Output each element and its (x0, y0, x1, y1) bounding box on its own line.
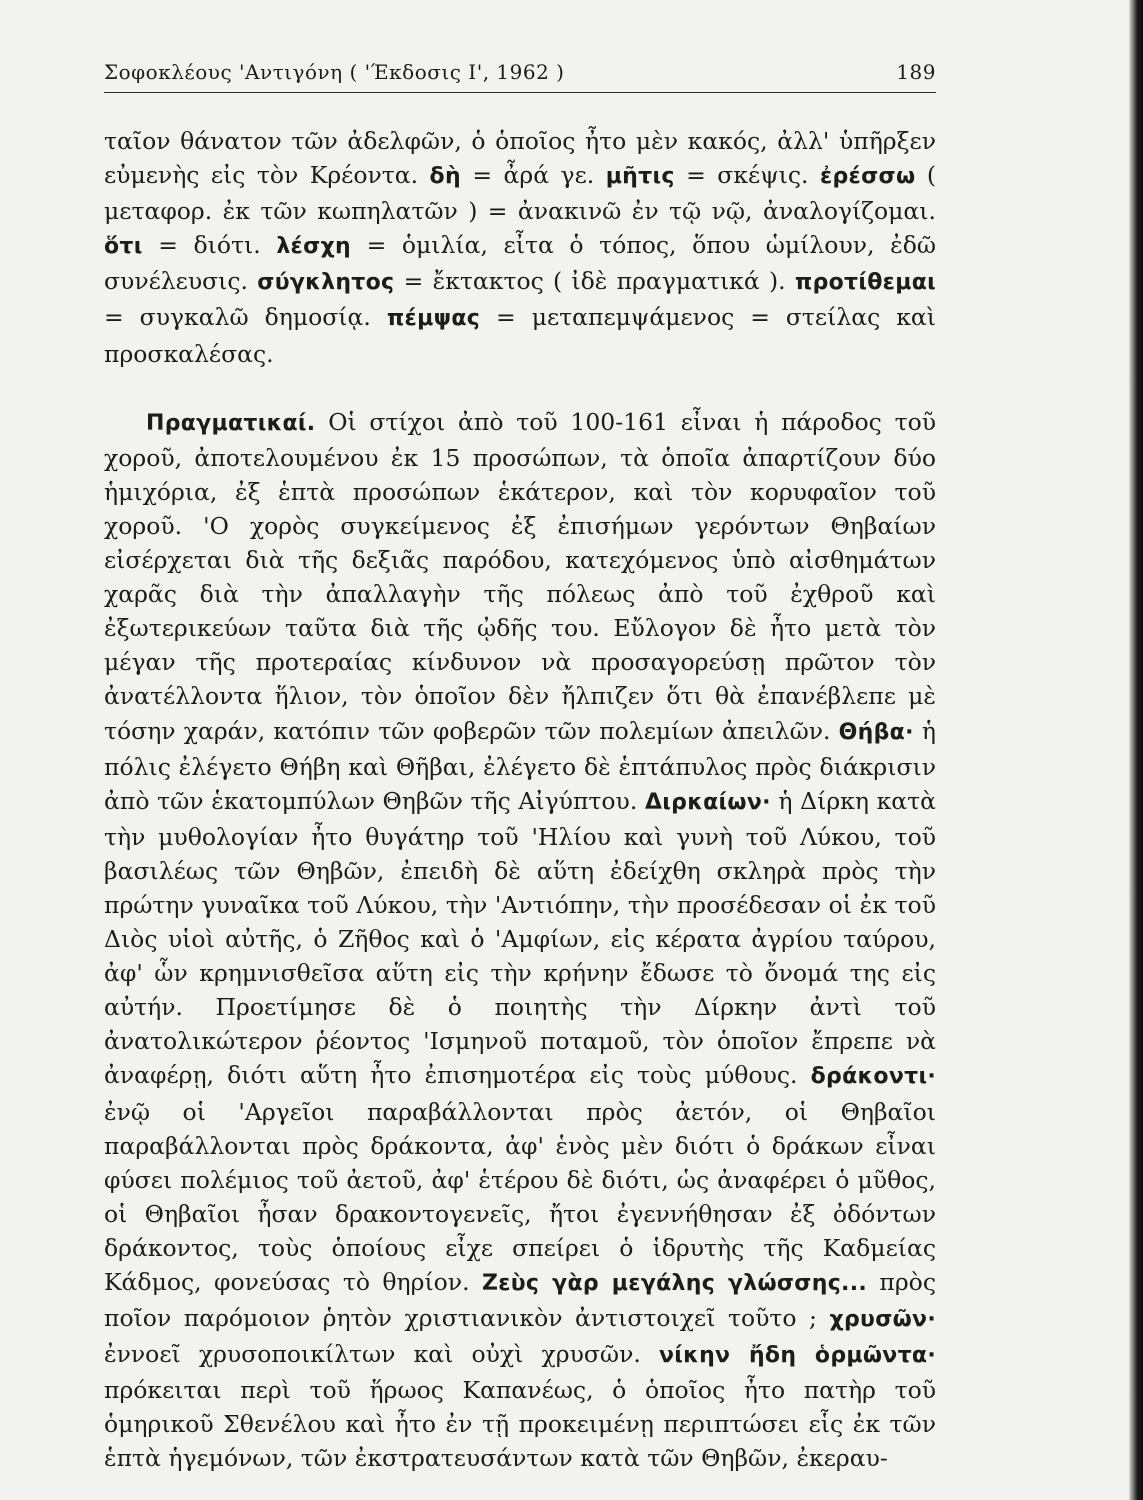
text-run: = ἆρά γε. (460, 161, 606, 190)
text-run: ἐννοεῖ χρυσοποικίλτων καὶ οὐχὶ χρυσῶν. (104, 1340, 659, 1369)
text-run: ( μεταφορ. ἐκ τῶν κωπηλατῶν ) = ἀνακινῶ ἐν τῷ νῷ, ἀναλογίζομαι. (104, 161, 936, 226)
text-run: = συγκαλῶ δημοσίᾳ. (104, 303, 387, 332)
text-run: = διότι. (142, 231, 277, 260)
lemma-term: λέσχη (276, 234, 351, 260)
text-run: = σκέψις. (674, 161, 820, 190)
lemma-term: ὅτι (104, 234, 143, 260)
page-number: 189 (896, 60, 936, 84)
lemma-term: προτίθεμαι (794, 270, 937, 296)
text-run: ἡ πόλις ἐλέγετο Θήβη καὶ Θῆβαι, ἐλέγετο δὲ ἑπτάπυλος πρὸς διάκρισιν ἀπὸ τῶν ἑκατομπύλων Θηβῶν τῆς Αἰγύπτου. (104, 716, 936, 815)
lemma-term: Ζεὺς γὰρ μεγάλης γλώσσης... (481, 1271, 868, 1296)
page-body (104, 124, 936, 1476)
section-heading: Πραγματικαί. (146, 410, 316, 436)
page-edge-shadow (1129, 0, 1143, 1500)
text-run: πρὸς ποῖον παρόμοιον ῥητὸν χριστιανικὸν ἀντιστοιχεῖ τοῦτο ; (104, 1268, 936, 1333)
running-header (104, 60, 936, 93)
lemma-term: δὴ (429, 164, 461, 190)
text-run: = μεταπεμψάμενος = στείλας καὶ προσκαλέσας. (104, 303, 936, 368)
paragraph-pragmatikai (104, 405, 936, 1476)
text-run: πρόκειται περὶ τοῦ ἥρωος Καπανέως, ὁ ὁποῖος ἦτο πατὴρ τοῦ ὁμηρικοῦ Σθενέλου καὶ ἦτο ἐν τῇ προκειμένῃ περιπτώσει εἷς ἐκ τῶν ἑπτὰ ἡγεμόνων, τῶν ἐκστρατευσάντων κατὰ τῶν Θηβῶν, ἐκεραυ- (104, 1376, 936, 1473)
lemma-term: νίκην ἤδη ὁρμῶντα· (658, 1343, 936, 1369)
lemma-term: χρυσῶν· (829, 1307, 936, 1333)
lemma-term: Διρκαίων· (644, 789, 771, 815)
lemma-term: δράκοντι· (810, 1064, 936, 1090)
text-run: Οἱ στίχοι ἀπὸ τοῦ 100-161 εἶναι ἡ πάροδος τοῦ χοροῦ, ἀποτελουμένου ἐκ 15 προσώπων, τὰ ὁποῖα ἀπαρτίζουν δύο ἡμιχόρια, ἐξ ἑπτὰ προσώπων ἑκάτερον, καὶ τὸν κορυφαῖον τοῦ χοροῦ. 'Ο χορὸς συγκείμενος ἐξ ἐπισήμων γερόντων Θηβαίων εἰσέρχεται διὰ τῆς δεξιᾶς παρόδου, κατεχόμενος ὑπὸ αἰσθημάτων χαρᾶς διὰ τὴν ἀπαλλαγὴν τῆς πόλεως ἀπὸ τοῦ ἐχθροῦ καὶ ἐξωτερικεύων ταῦτα διὰ τῆς ᾠδῆς του. Εὔλογον δὲ ἦτο μετὰ τὸν μέγαν τῆς προτεραίας κίνδυνον νὰ προσαγορεύσῃ πρῶτον τὸν ἀνατέλλοντα ἥλιον, τὸν ὁποῖον δὲν ἤλπιζεν ὅτι θὰ ἐπανέβλεπε μὲ τόσην χαράν, κατόπιν τῶν φοβερῶν τῶν πολεμίων ἀπειλῶν. (104, 407, 936, 745)
lemma-term: μῆτις (605, 164, 675, 190)
text-run: = ὁμιλία, εἶτα ὁ τόπος, ὅπου ὡμίλουν, ἐδῶ συνέλευσις. (104, 231, 937, 296)
lemma-term: σύγκλητος (257, 270, 395, 296)
text-run: ἐνῷ οἱ 'Αργεῖοι παραβάλλονται πρὸς ἀετόν, οἱ Θηβαῖοι παραβάλλονται πρὸς δράκοντα, ἀφ' ἑνὸς μὲν διότι ὁ δράκων εἶναι φύσει πολέμιος τοῦ ἀετοῦ, ἀφ' ἑτέρου δὲ διότι, ὡς ἀναφέρει ὁ μῦθος, οἱ Θηβαῖοι ἦσαν δρακοντογενεῖς, ἤτοι ἐγεννήθησαν ἐξ ὀδόντων δράκοντος, τοὺς ὁποίους εἶχε σπείρει ὁ ἱδρυτὴς τῆς Καδμείας Κάδμος, φονεύσας τὸ θηρίον. (104, 1097, 936, 1296)
lemma-term: πέμψας (386, 306, 481, 332)
text-run: ταῖον θάνατον τῶν ἀδελφῶν, ὁ ὁποῖος ἦτο μὲν κακός, ἀλλ' ὑπῆρξεν εὐμενὴς εἰς τὸν Κρέοντα. (104, 127, 936, 190)
running-title: Σοφοκλέους 'Αντιγόνη ( 'Έκδοσις Ι', 1962 ) (104, 60, 565, 84)
lemma-term: ἐρέσσω (819, 164, 916, 190)
text-run: ἡ Δίρκη κατὰ τὴν μυθολογίαν ἦτο θυγάτηρ τοῦ 'Ηλίου καὶ γυνὴ τοῦ Λύκου, τοῦ βασιλέως τῶν Θηβῶν, ἐπειδὴ δὲ αὕτη ἐδείχθη σκληρὰ πρὸς τὴν πρώτην γυναῖκα τοῦ Λύκου, τὴν 'Αντιόπην, τὴν προσέδεσαν οἱ ἐκ τοῦ Διὸς υἱοὶ αὐτῆς, ὁ Ζῆθος καὶ ὁ 'Αμφίων, εἰς κέρατα ἀγρίου ταύρου, ἀφ' ὧν κρημνισθεῖσα αὕτη εἰς τὴν κρήνην ἔδωσε τὸ ὄνομά της εἰς αὐτήν. Προετίμησε δὲ ὁ ποιητὴς τὴν Δίρκην ἀντὶ τοῦ ἀνατολικώτερον ῥέοντος 'Ισμηνοῦ ποταμοῦ, τὸν ὁποῖον ἔπρεπε νὰ ἀναφέρῃ, διότι αὕτη ἦτο ἐπισημοτέρα εἰς τοὺς μύθους. (104, 786, 936, 1090)
text-run: = ἔκτακτος ( ἰδὲ πραγματικά ). (394, 267, 795, 296)
paragraph-glossary (104, 124, 936, 371)
lemma-term: Θήβα· (838, 719, 914, 745)
